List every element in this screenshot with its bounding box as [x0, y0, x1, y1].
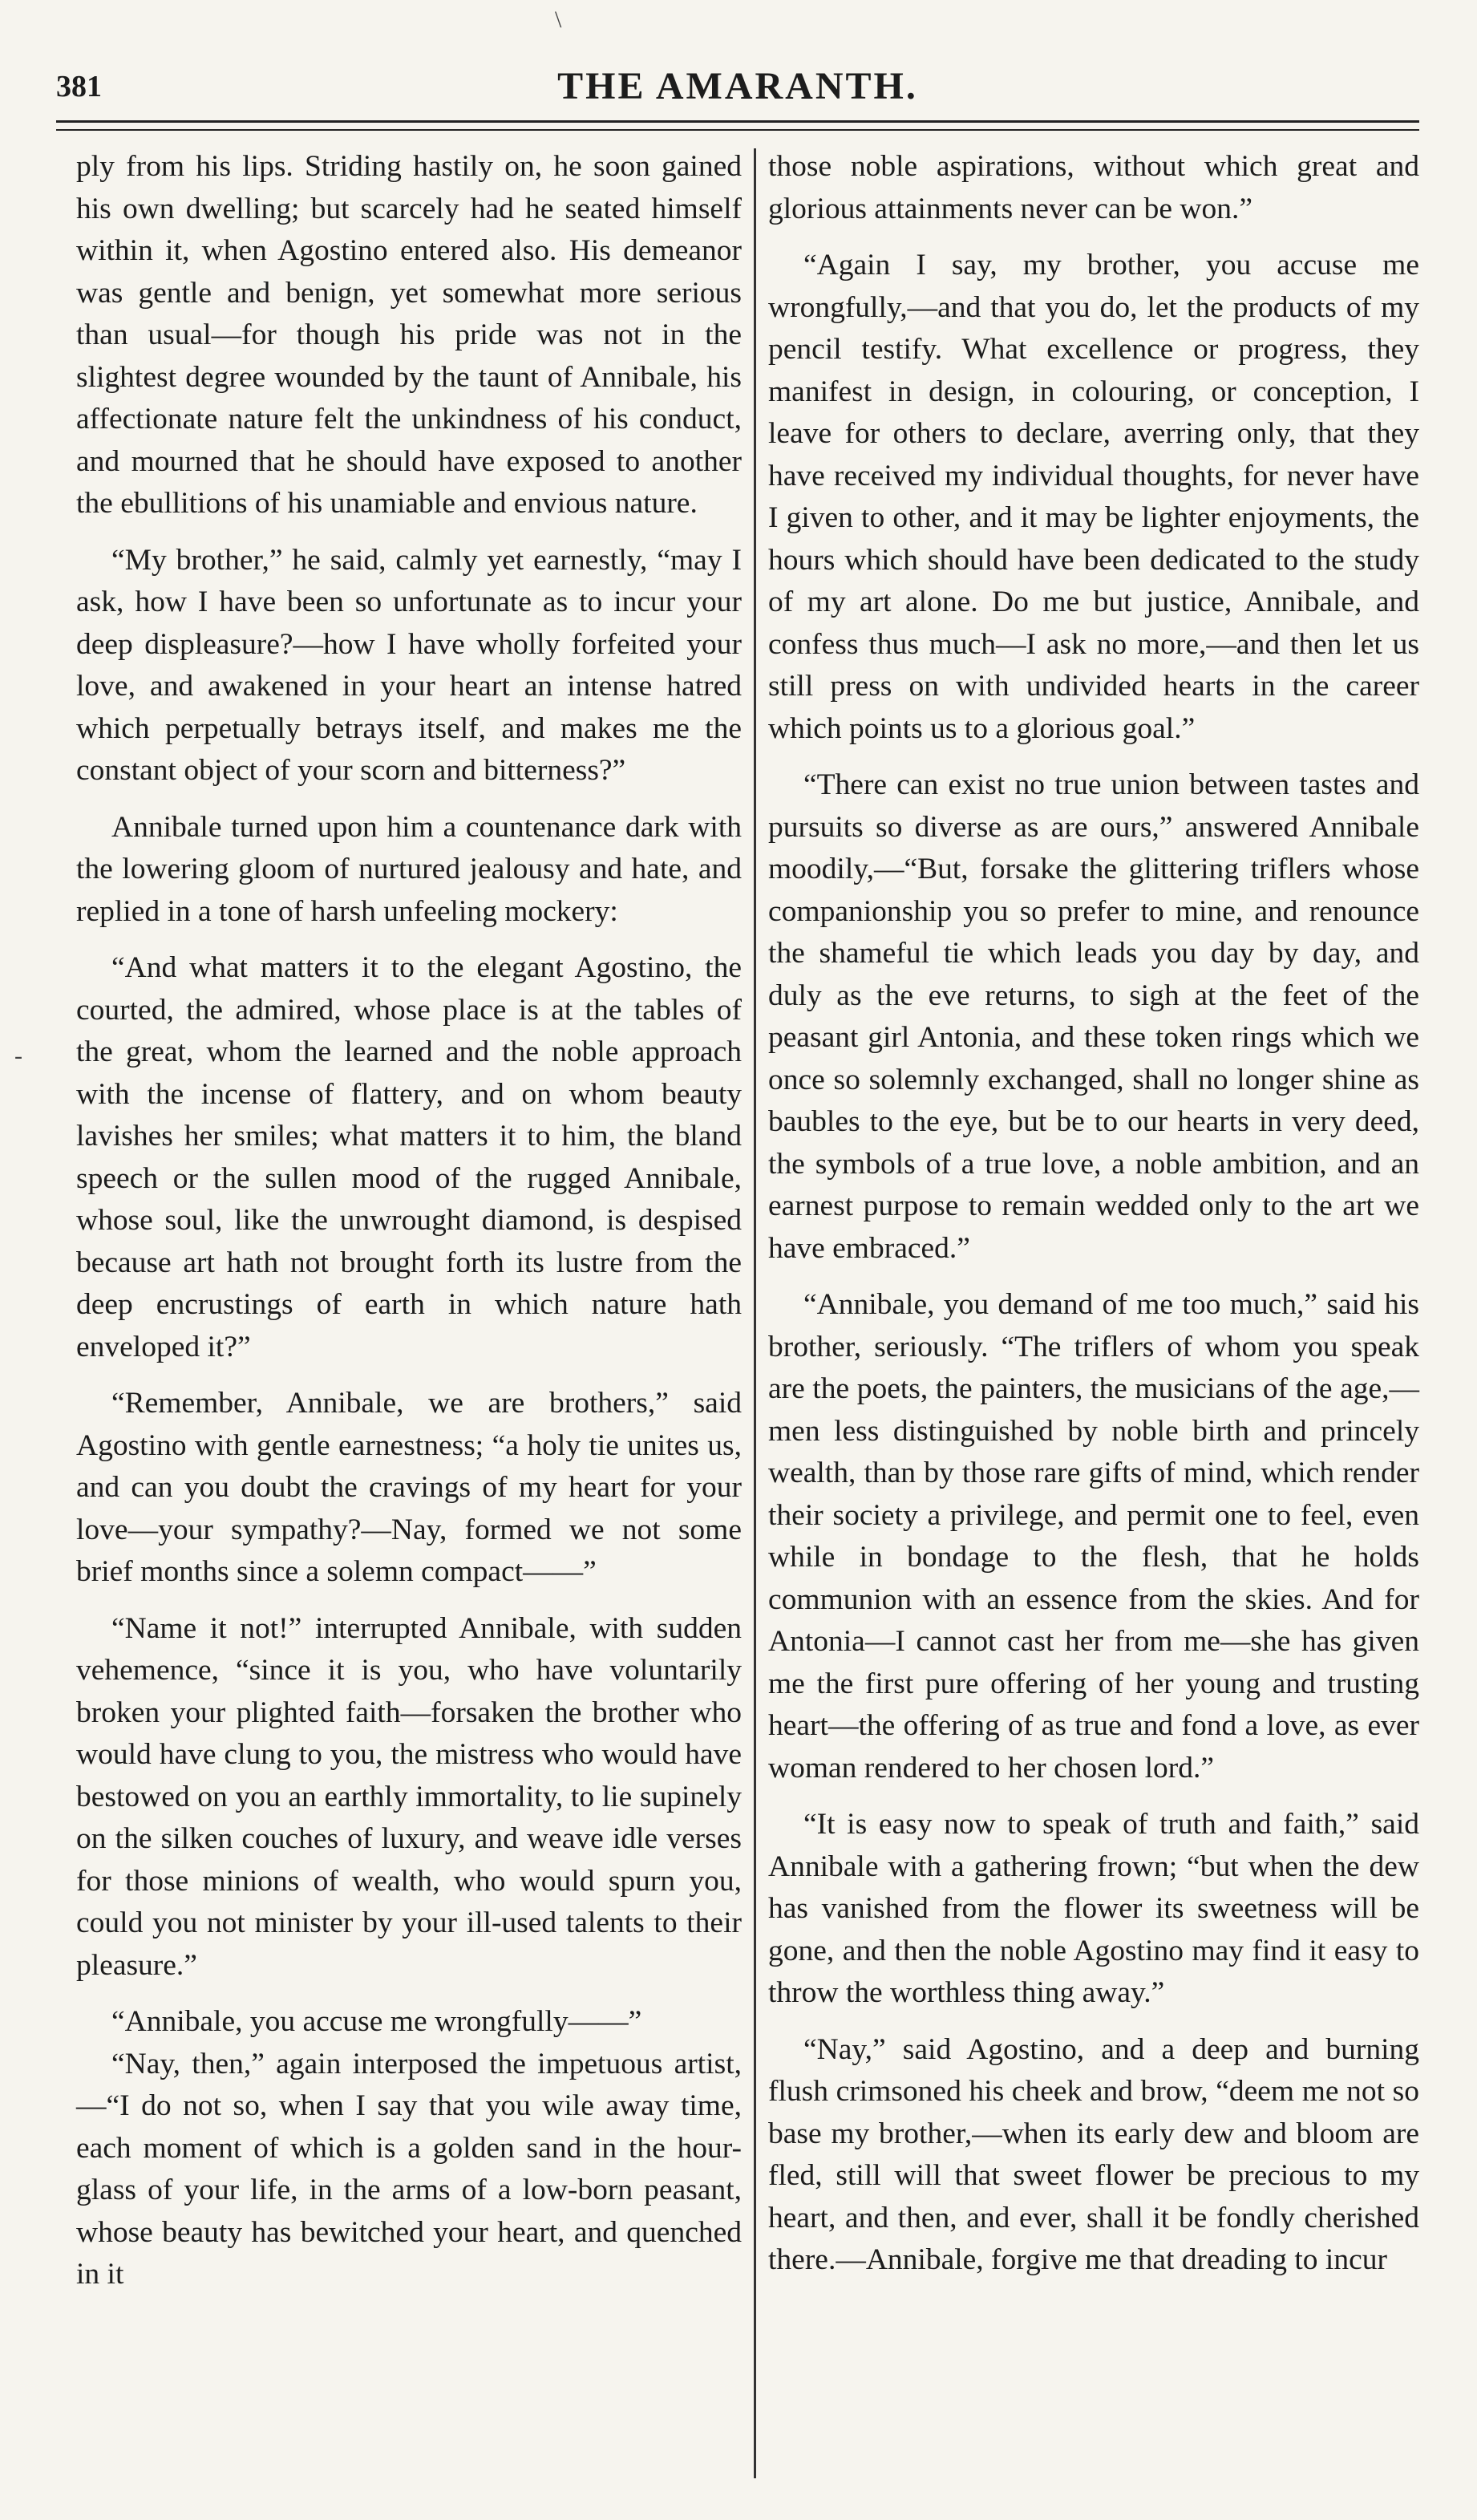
- paragraph: “It is easy now to speak of truth and faith,” said Annibale with a gathering frown; “but when the dew has vanished from the flower its sweetness will be gone, and then the noble Agostino may find it easy to throw the worthless thing away.”: [768, 1808, 1419, 2009]
- column-divider: [754, 148, 756, 2478]
- running-title: THE AMARANTH.: [557, 65, 918, 107]
- paragraph: “Annibale, you accuse me wrongfully——”: [111, 2005, 642, 2038]
- header-rule-thin: [56, 129, 1419, 131]
- paragraph: ply from his lips. Striding hastily on, he soon gained his own dwelling; but scarcely had he seated himself within it, when Agostino entered also. His demeanor was gentle and benign, yet somewhat more serious than usual—for though his pride was not in the slightest degree wounded by the taunt of Annibale, his affectionate nature felt the unkindness of his conduct, and mourned that he should have exposed to another the ebullitions of his unamiable and envious nature.: [76, 150, 742, 520]
- paragraph: “Annibale, you demand of me too much,” said his brother, seriously. “The triflers of whom you speak are the poets, the painters, the musicians of the age,—men less distinguished by noble birth and princely wealth, than by those rare gifts of mind, which render their society a privilege, and permit one to feel, even while in bondage to the flesh, that he holds communion with an essence from the skies. And for Antonia—I cannot cast her from me—she has given me the first pure offering of her young and trusting heart—the offering of as true and fond a love, as ever woman rendered to her chosen lord.”: [768, 1288, 1419, 1785]
- page-number: 381: [56, 70, 102, 103]
- paragraph: Annibale turned upon him a countenance dark with the lowering gloom of nurtured jealousy and hate, and replied in a tone of harsh unfeeling mockery:: [76, 810, 742, 928]
- left-column: [76, 146, 742, 2311]
- right-column: [768, 146, 1419, 2296]
- paragraph: “Again I say, my brother, you accuse me wrongfully,—and that you do, let the products of my pencil testify. What excellence or progress, they manifest in design, in colouring, or conception, I leave for others to declare, averring only, that they have received my individual thoughts, for never have I given to other, and it may be lighter enjoyments, the hours which should have been dedicated to the study of my art alone. Do me but justice, Annibale, and confess thus much—I ask no more,—and then let us still press on with undivided hearts in the career which points us to a glorious goal.”: [768, 249, 1419, 745]
- paragraph: “My brother,” he said, calmly yet earnestly, “may I ask, how I have been so unfortunate as to incur your deep displeasure?—how I have wholly forfeited your love, and awakened in your heart an intense hatred which perpetually betrays itself, and makes me the constant object of your scorn and bitterness?”: [76, 543, 742, 787]
- paragraph: those noble aspirations, without which great and glorious attainments never can be won.”: [768, 150, 1419, 225]
- page-header: [56, 64, 1419, 120]
- margin-mark: \: [555, 6, 562, 33]
- paragraph: “And what matters it to the elegant Agostino, the courted, the admired, whose place is at the tables of the great, whom the learned and the noble approach with the incense of flattery, and on whom beauty lavishes her smiles; what matters it to him, the bland speech or the sullen mood of the rugged Annibale, whose soul, like the unwrought diamond, is despised because art hath not brought forth its lustre from the deep encrustings of earth in which nature hath enveloped it?”: [76, 951, 742, 1363]
- paragraph: “Name it not!” interrupted Annibale, with sudden vehemence, “since it is you, who have voluntarily broken your plighted faith—forsaken the brother who would have clung to you, the mistress who would have bestowed on you an earthly immortality, to lie supinely on the silken couches of luxury, and weave idle verses for those minions of wealth, who would spurn you, could you not minister by your ill-used talents to their pleasure.”: [76, 1611, 742, 1982]
- paragraph: “Nay, then,” again interposed the impetuous artist,—“I do not so, when I say that you wile away time, each moment of which is a golden sand in the hour-glass of your life, in the arms of a low-born peasant, whose beauty has bewitched your heart, and quenched in it: [76, 2047, 742, 2291]
- header-rule: [56, 120, 1419, 123]
- paragraph: “There can exist no true union between tastes and pursuits so diverse as are ours,” answered Annibale moodily,—“But, forsake the glittering triflers whose companionship you so prefer to mine, and renounce the shameful tie which leads you day by day, and duly as the eve returns, to sigh at the feet of the peasant girl Antonia, and these token rings which we once so solemnly exchanged, shall no longer shine as baubles to the eye, but be to our hearts in very deed, the symbols of a true love, a noble ambition, and an earnest purpose to remain wedded only to the art we have embraced.”: [768, 768, 1419, 1265]
- paragraph: “Nay,” said Agostino, and a deep and burning flush crimsoned his cheek and brow, “deem me not so base my brother,—when its early dew and bloom are fled, still will that sweet flower be precious to my heart, and then, and ever, shall it be fondly cherished there.—Annibale, forgive me that dreading to incur: [768, 2032, 1419, 2276]
- margin-mark: -: [14, 1043, 22, 1069]
- paragraph: “Remember, Annibale, we are brothers,” said Agostino with gentle earnestness; “a holy tie unites us, and can you doubt the cravings of my heart for your love—your sympathy?—Nay, formed we not some brief months since a solemn compact——”: [76, 1387, 742, 1588]
